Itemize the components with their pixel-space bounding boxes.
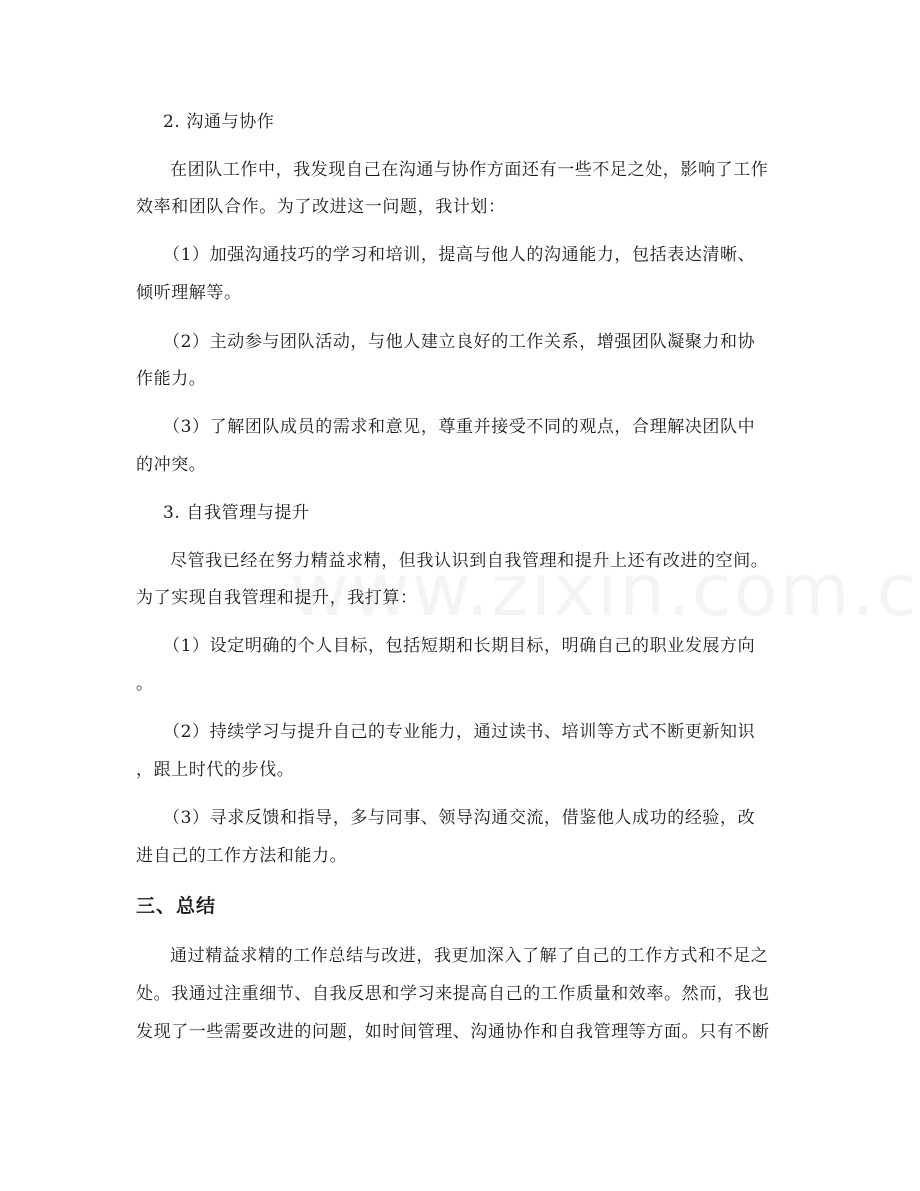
list-item-line: 进自己的工作方法和能力。 [136,846,348,866]
list-item-line: 倾听理解等。 [136,283,242,303]
paragraph-line: 尽管我已经在努力精益求精，但我认识到自我管理和提升上还有改进的空间。 [170,551,769,571]
list-item-line: ，跟上时代的步伐。 [136,760,295,780]
list-item-line: 的冲突。 [136,455,207,475]
paragraph-line: 处。我通过注重细节、自我反思和学习来提高自己的工作质量和效率。然而，我也 [136,984,770,1004]
list-item-line: （3）了解团队成员的需求和意见，尊重并接受不同的观点，合理解决团队中 [163,417,756,437]
list-item-line: （3）寻求反馈和指导，多与同事、领导沟通交流，借鉴他人成功的经验，改 [163,808,756,828]
paragraph-line: 效率和团队合作。为了改进这一问题，我计划： [136,197,506,217]
list-item-line: （1）加强沟通技巧的学习和培训，提高与他人的沟通能力，包括表达清晰、 [163,245,756,265]
paragraph-line: 在团队工作中，我发现自己在沟通与协作方面还有一些不足之处，影响了工作 [170,160,769,180]
list-item-line: （1）设定明确的个人目标，包括短期和长期目标，明确自己的职业发展方向 [163,636,756,656]
list-item-line: 。 [136,674,154,694]
paragraph-line: 发现了一些需要改进的问题，如时间管理、沟通协作和自我管理等方面。只有不断 [136,1022,770,1042]
list-item-line: （2）主动参与团队活动，与他人建立良好的工作关系，增强团队凝聚力和协 [163,332,756,352]
summary-heading: 三、总结 [136,895,217,917]
section-3-title: 3. 自我管理与提升 [163,503,310,523]
paragraph-line: 通过精益求精的工作总结与改进，我更加深入了解了自己的工作方式和不足之 [170,946,769,966]
paragraph-line: 为了实现自我管理和提升，我打算： [136,588,418,608]
list-item-line: （2）持续学习与提升自己的专业能力，通过读书、培训等方式不断更新知识 [163,722,756,742]
section-2-title: 2. 沟通与协作 [163,112,275,132]
list-item-line: 作能力。 [136,369,207,389]
